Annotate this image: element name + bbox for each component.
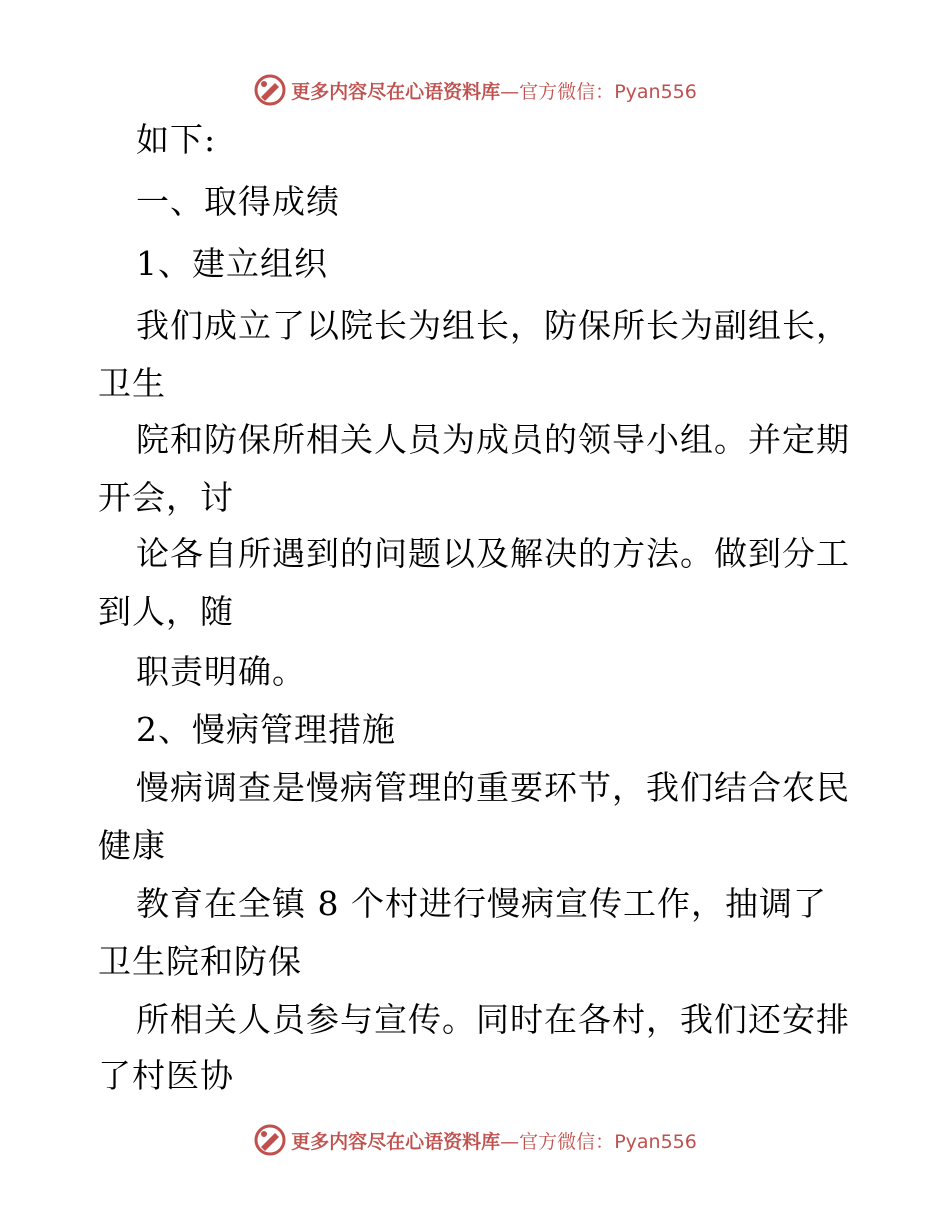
- body-line: 教育在全镇 8 个村进行慢病宣传工作，抽调了: [136, 884, 827, 923]
- body-line: 2、慢病管理措施: [136, 710, 396, 749]
- header-official-text: 官方微信：: [519, 80, 615, 103]
- footer-text: [291, 1127, 697, 1154]
- body-line: 所相关人员参与宣传。同时在各村，我们还安排: [136, 1000, 850, 1039]
- body-line: 1、建立组织: [136, 244, 328, 283]
- body-line: 如下:: [136, 120, 217, 159]
- body-line: 院和防保所相关人员为成员的领导小组。并定期: [136, 420, 850, 459]
- body-line: 职责明确。: [136, 652, 306, 691]
- brand-logo-icon: [253, 1123, 287, 1157]
- body-line: 卫生: [98, 364, 166, 403]
- header-separator: —: [500, 80, 520, 103]
- footer-banner: [0, 1120, 950, 1160]
- footer-wechat-id: Pyan556: [614, 1130, 697, 1153]
- body-line: 卫生院和防保: [98, 942, 302, 981]
- body-line: 我们成立了以院长为组长，防保所长为副组长，: [136, 306, 850, 345]
- body-line: 到人，随: [98, 592, 234, 631]
- body-line: 健康: [98, 826, 166, 865]
- header-brand-text: 更多内容尽在心语资料库: [291, 80, 501, 103]
- body-line: 论各自所遇到的问题以及解决的方法。做到分工: [136, 534, 850, 573]
- body-line: 开会，讨: [98, 478, 234, 517]
- brand-logo-icon: [253, 73, 287, 107]
- body-line: 一、取得成绩: [136, 182, 340, 221]
- body-line: 了村医协: [98, 1056, 234, 1095]
- footer-brand-text: 更多内容尽在心语资料库: [291, 1130, 501, 1153]
- header-banner: [0, 70, 950, 110]
- header-wechat-id: Pyan556: [614, 80, 697, 103]
- header-text: [291, 77, 697, 104]
- footer-official-text: 官方微信：: [519, 1130, 615, 1153]
- body-line: 慢病调查是慢病管理的重要环节，我们结合农民: [136, 768, 850, 807]
- footer-separator: —: [500, 1130, 520, 1153]
